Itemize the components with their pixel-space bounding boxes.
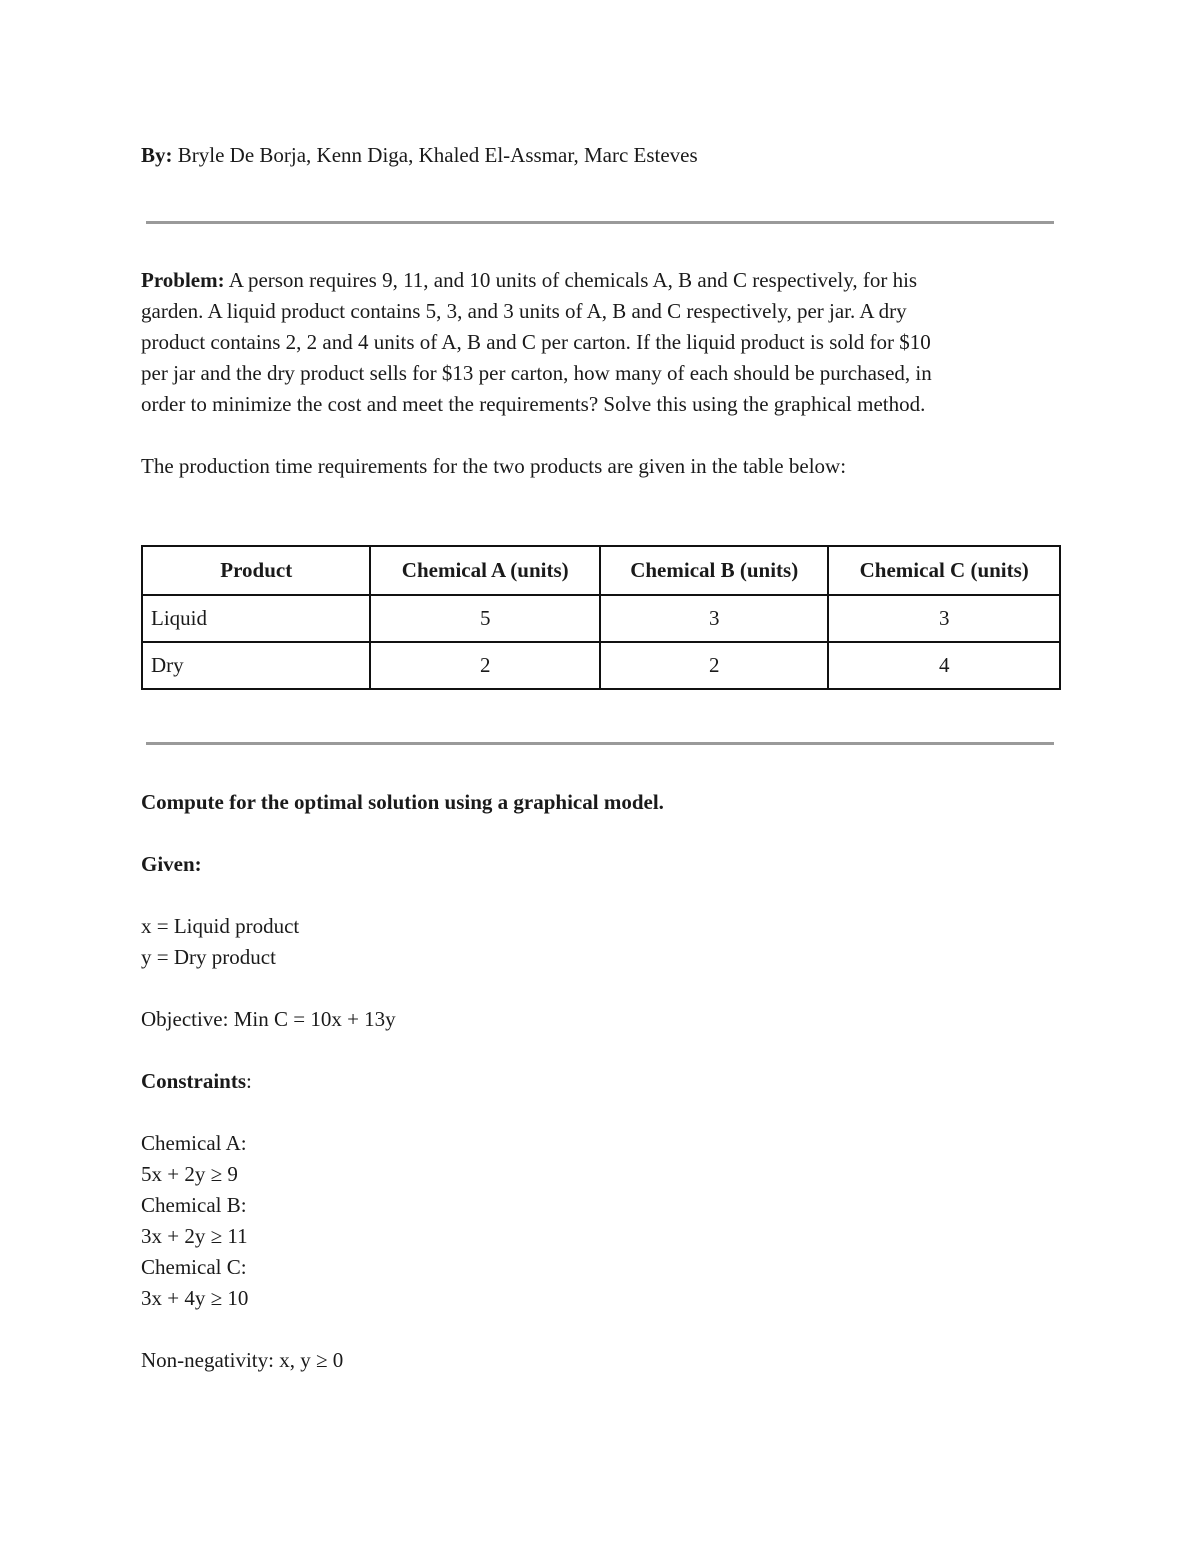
cell-chemical-c: 3: [828, 595, 1060, 642]
table-header-row: [142, 546, 1060, 595]
problem-text-1: A person requires 9, 11, and 10 units of chemicals A, B and C respectively, for his: [228, 268, 918, 292]
given-x: x = Liquid product: [141, 914, 300, 938]
cell-product: Dry: [142, 642, 370, 689]
authors-label: By:: [141, 143, 173, 167]
table-intro: The production time requirements for the two products are given in the table below:: [141, 454, 847, 478]
constraints-heading: [141, 1066, 252, 1097]
non-negativity: Non-negativity: x, y ≥ 0: [141, 1348, 344, 1372]
problem-line-1: [141, 265, 917, 296]
cell-chemical-a: 2: [370, 642, 600, 689]
constraint-line: Chemical A:: [141, 1131, 247, 1155]
cell-chemical-a: 5: [370, 595, 600, 642]
constraint-line: Chemical B:: [141, 1193, 247, 1217]
given-heading: [141, 849, 202, 880]
constraint-line: 3x + 2y ≥ 11: [141, 1224, 248, 1248]
given-label: Given:: [141, 852, 202, 876]
constraint-line: 3x + 4y ≥ 10: [141, 1286, 249, 1310]
constraints-colon: :: [246, 1069, 252, 1093]
problem-line-5: order to minimize the cost and meet the requirements? Solve this using the graphical method.: [141, 392, 926, 416]
problem-line-2: garden. A liquid product contains 5, 3, and 3 units of A, B and C respectively, per jar. A dry: [141, 299, 907, 323]
divider-bottom: [146, 742, 1054, 745]
problem-label: Problem:: [141, 268, 225, 292]
table-row: [142, 642, 1060, 689]
constraint-line: Chemical C:: [141, 1255, 247, 1279]
constraint-line: 5x + 2y ≥ 9: [141, 1162, 238, 1186]
objective-function: Objective: Min C = 10x + 13y: [141, 1007, 396, 1031]
chemical-requirements-table: [141, 545, 1061, 690]
solution-heading-text: Compute for the optimal solution using a graphical model.: [141, 790, 664, 814]
problem-line-3: product contains 2, 2 and 4 units of A, B and C per carton. If the liquid product is sold for $10: [141, 330, 931, 354]
given-y: y = Dry product: [141, 945, 276, 969]
header-product: Product: [142, 546, 370, 595]
divider-top: [146, 221, 1054, 224]
cell-product: Liquid: [142, 595, 370, 642]
header-chemical-a: Chemical A (units): [370, 546, 600, 595]
table-row: [142, 595, 1060, 642]
constraints-label: Constraints: [141, 1069, 247, 1093]
header-chemical-c: Chemical C (units): [828, 546, 1060, 595]
solution-heading: [141, 787, 664, 818]
problem-line-4: per jar and the dry product sells for $13 per carton, how many of each should be purchased, in: [141, 361, 932, 385]
cell-chemical-c: 4: [828, 642, 1060, 689]
cell-chemical-b: 3: [600, 595, 829, 642]
cell-chemical-b: 2: [600, 642, 829, 689]
authors-names: Bryle De Borja, Kenn Diga, Khaled El-Assmar, Marc Esteves: [177, 143, 698, 167]
header-chemical-b: Chemical B (units): [600, 546, 829, 595]
authors-line: [141, 140, 698, 171]
